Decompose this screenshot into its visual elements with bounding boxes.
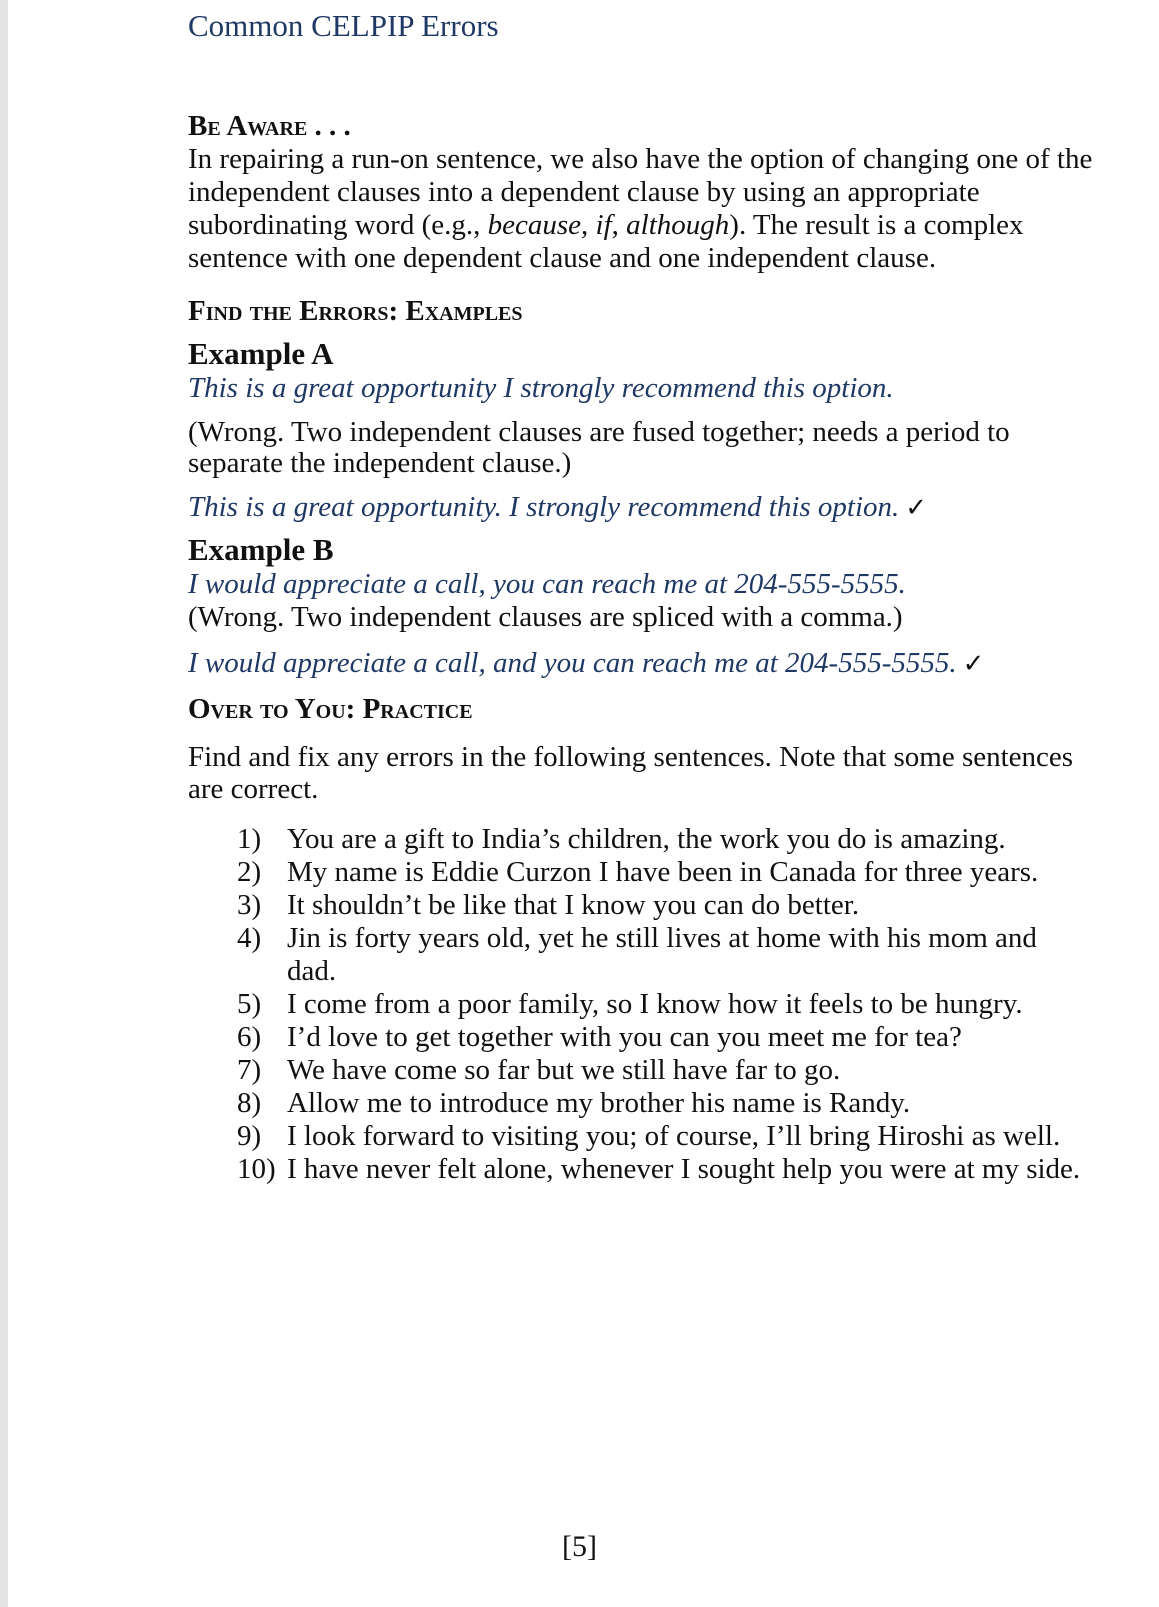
running-header-title: Common CELPIP Errors [188,8,499,43]
practice-item-number: 7) [237,1054,262,1086]
practice-item-number: 1) [237,823,262,855]
practice-item-text: My name is Eddie Curzon I have been in Canada for three years. [287,856,1039,888]
example-a-correct-line [188,491,1093,524]
be-aware-heading: Be Aware . . . [188,110,351,142]
practice-item [188,922,1093,988]
practice-item-number: 2) [237,856,262,888]
example-a-title: Example A [188,336,334,371]
practice-item [188,1054,1093,1087]
be-aware-word-if: if [595,209,612,241]
practice-item-number: 3) [237,889,262,921]
be-aware-paragraph [188,143,1093,275]
practice-item-text: We have come so far but we still have far to go. [287,1054,841,1086]
practice-item-number: 10) [237,1153,276,1185]
practice-item [188,988,1093,1021]
practice-item-number: 9) [237,1120,262,1152]
practice-item-text: I come from a poor family, so I know how it feels to be hungry. [287,988,1023,1020]
be-aware-text-part1: In repairing a run-on sentence, we also have the option of changing one of the independent clauses into a dependent clause by using an appropriate subordinating word (e.g., [188,143,1093,241]
find-errors-heading: Find the Errors: Examples [188,295,523,327]
practice-item-text: I have never felt alone, whenever I sought help you were at my side. [287,1153,1081,1185]
example-b-correct-line [188,647,1093,680]
example-b-title: Example B [188,532,334,567]
be-aware-separator: , [611,209,627,241]
practice-instructions: Find and fix any errors in the following sentences. Note that some sentences are correct. [188,741,1074,805]
be-aware-text-part2: ). The result is a complex sentence with one dependent clause and one independent clause. [188,209,1024,274]
example-b-correct-sentence: I would appreciate a call, and you can reach me at 204-555-5555. [188,647,957,679]
practice-item-text: I’d love to get together with you can you meet me for tea? [287,1021,962,1053]
practice-item-number: 6) [237,1021,262,1053]
practice-item-text: You are a gift to India’s children, the work you do is amazing. [287,823,1006,855]
page-number: [5] [562,1530,597,1563]
practice-list [188,823,1093,1186]
be-aware-word-although: although [626,209,730,241]
practice-item-text: Jin is forty years old, yet he still lives at home with his mom and dad. [287,922,1037,987]
practice-item [188,1153,1093,1186]
page-left-edge [0,0,8,1607]
practice-item [188,1120,1093,1153]
example-a-explanation: (Wrong. Two independent clauses are fused together; needs a period to separate the independent clause.) [188,416,1010,479]
example-b-wrong-sentence: I would appreciate a call, you can reach me at 204-555-5555. [188,568,906,600]
practice-item-text: I look forward to visiting you; of course, I’ll bring Hiroshi as well. [287,1120,1061,1152]
example-a-correct-sentence: This is a great opportunity. I strongly recommend this option. [188,491,900,523]
practice-item [188,1021,1093,1054]
check-mark-icon: ✓ [962,649,985,678]
check-mark-icon: ✓ [905,493,928,522]
practice-item [188,856,1093,889]
example-a-wrong-sentence: This is a great opportunity I strongly recommend this option. [188,372,894,404]
practice-item [188,889,1093,922]
example-b-explanation: (Wrong. Two independent clauses are spliced with a comma.) [188,601,903,633]
page-content [188,110,1093,1186]
practice-item-number: 4) [237,922,262,954]
practice-item [188,823,1093,856]
practice-heading: Over to You: Practice [188,693,473,725]
be-aware-word-because: because [487,209,582,241]
practice-item [188,1087,1093,1120]
practice-item-text: Allow me to introduce my brother his name is Randy. [287,1087,911,1119]
be-aware-separator: , [581,209,596,241]
practice-item-number: 5) [237,988,262,1020]
practice-item-number: 8) [237,1087,262,1119]
practice-item-text: It shouldn’t be like that I know you can do better. [287,889,860,921]
